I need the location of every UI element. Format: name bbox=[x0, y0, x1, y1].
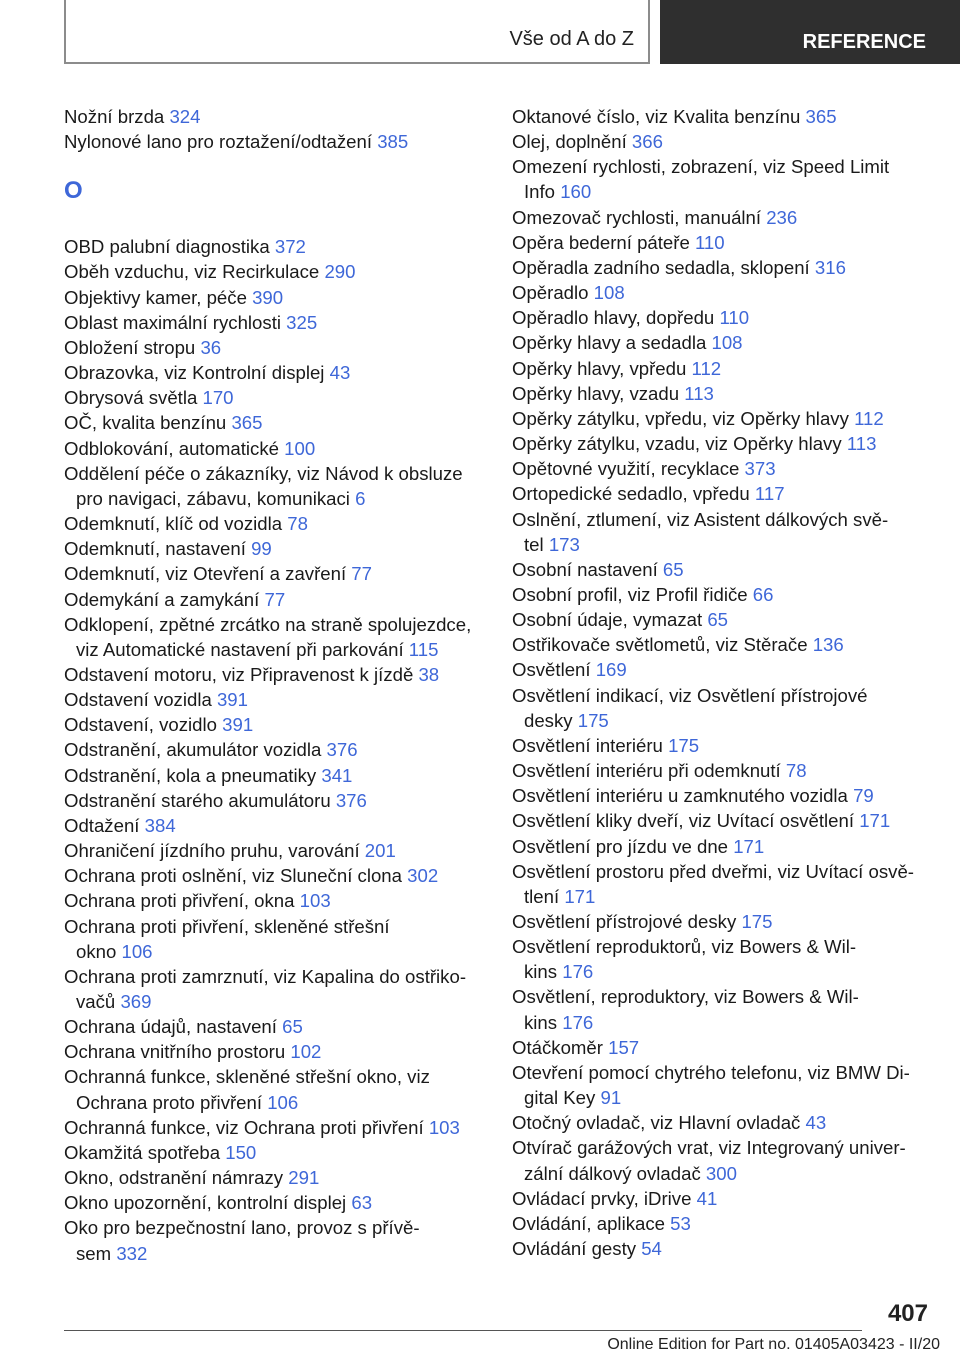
page-reference-link[interactable]: 290 bbox=[324, 261, 356, 283]
index-entry-text: Odstavení motoru, viz Připravenost k jízdě bbox=[64, 663, 414, 685]
header-bottom-rule bbox=[64, 62, 650, 64]
page-reference-link[interactable]: 302 bbox=[407, 865, 439, 887]
index-entry-text: Opěradlo bbox=[512, 282, 589, 304]
footer-rule bbox=[64, 1330, 862, 1331]
index-entry-continuation: pro navigaci, zábavu, komunikaci bbox=[76, 487, 350, 509]
index-entry-text: Oko pro bezpečnostní lano, provoz s přívě‐ bbox=[64, 1217, 420, 1239]
page-reference-link[interactable]: 77 bbox=[351, 563, 372, 585]
index-entry-text: Osobní profil, viz Profil řidiče bbox=[512, 583, 748, 605]
index-entry bbox=[64, 687, 484, 712]
index-entry-text: Okno upozornění, kontrolní displej bbox=[64, 1192, 347, 1214]
index-entry bbox=[64, 104, 484, 129]
index-entry-text: Otvírač garážových vrat, viz Integrovaný univer‐ bbox=[512, 1137, 906, 1159]
index-entry bbox=[512, 305, 932, 330]
page-reference-link[interactable]: 113 bbox=[684, 382, 714, 404]
index-entry-text: Osvětlení indikací, viz Osvětlení přístrojové bbox=[512, 684, 868, 706]
index-entry bbox=[64, 1115, 484, 1140]
page-reference-link[interactable]: 65 bbox=[282, 1016, 303, 1038]
index-entry-text: Opěrky hlavy, vpředu bbox=[512, 357, 687, 379]
page-reference-link[interactable]: 384 bbox=[144, 814, 176, 836]
edition-note: Online Edition for Part no. 01405A03423 - II/20 bbox=[607, 1336, 940, 1353]
index-entry-text: Odemknutí, nastavení bbox=[64, 538, 246, 560]
index-entry bbox=[512, 1035, 932, 1060]
page-reference-link[interactable]: 300 bbox=[705, 1162, 737, 1184]
page-reference-link[interactable]: 341 bbox=[321, 764, 353, 786]
page-reference-link[interactable]: 385 bbox=[377, 131, 409, 153]
page-reference-link[interactable]: 108 bbox=[593, 282, 625, 304]
index-entry bbox=[64, 436, 484, 461]
page-reference-link[interactable]: 391 bbox=[216, 689, 248, 711]
page-reference-link[interactable]: 160 bbox=[560, 181, 592, 203]
page-reference-link[interactable]: 103 bbox=[299, 890, 331, 912]
index-entry-text: Oktanové číslo, viz Kvalita benzínu bbox=[512, 106, 801, 127]
index-entry bbox=[512, 205, 932, 230]
page-reference-link[interactable]: 106 bbox=[121, 940, 153, 962]
index-entry bbox=[512, 255, 932, 280]
index-entry-text: Ochrana proti přivření, skleněné střešní bbox=[64, 915, 390, 937]
index-entry-text: Obrysová světla bbox=[64, 387, 198, 409]
index-entry bbox=[512, 507, 932, 557]
index-entry-continuation: Info bbox=[524, 181, 556, 203]
index-entry-text: Oslnění, ztlumení, viz Asistent dálkových svě‐ bbox=[512, 508, 889, 530]
index-entry-continuation: vačů bbox=[76, 991, 116, 1012]
index-entry-continuation: Ochrana proto přivření bbox=[76, 1091, 263, 1113]
index-entry-continuation: sem bbox=[76, 1242, 112, 1264]
page-reference-link[interactable]: 376 bbox=[335, 789, 367, 811]
page-reference-link[interactable]: 376 bbox=[326, 739, 358, 761]
page-reference-link[interactable]: 176 bbox=[562, 961, 594, 983]
index-entry bbox=[64, 285, 484, 310]
index-entry-text: Ochrana vnitřního prostoru bbox=[64, 1041, 286, 1063]
index-entry bbox=[64, 234, 484, 259]
index-entry-continuation: desky bbox=[524, 709, 573, 731]
index-entry bbox=[512, 431, 932, 456]
index-entry bbox=[512, 1211, 932, 1236]
index-entry-text: Ochranná funkce, skleněné střešní okno, viz bbox=[64, 1066, 430, 1088]
index-entry bbox=[512, 230, 932, 255]
page-reference-link[interactable]: 316 bbox=[814, 256, 846, 278]
index-entry bbox=[512, 582, 932, 607]
index-entry bbox=[64, 838, 484, 863]
page-reference-link[interactable]: 366 bbox=[631, 131, 663, 153]
index-entry-text: Ochrana údajů, nastavení bbox=[64, 1016, 277, 1038]
index-entry bbox=[512, 456, 932, 481]
index-entry-text: Otočný ovladač, viz Hlavní ovladač bbox=[512, 1112, 801, 1134]
index-entry bbox=[512, 104, 932, 129]
index-entry bbox=[512, 1186, 932, 1211]
index-entry bbox=[64, 1014, 484, 1039]
page-reference-link[interactable]: 390 bbox=[252, 286, 284, 308]
index-entry bbox=[64, 737, 484, 762]
page-reference-link[interactable]: 65 bbox=[707, 609, 729, 631]
index-entry-text: Osvětlení pro jízdu ve dne bbox=[512, 835, 729, 857]
index-entry bbox=[512, 632, 932, 657]
page-reference-link[interactable]: 54 bbox=[641, 1238, 662, 1260]
page-reference-link[interactable]: 43 bbox=[329, 362, 351, 384]
index-entry-text: Ochrana proti přivření, okna bbox=[64, 890, 295, 912]
page-reference-link[interactable]: 77 bbox=[264, 588, 286, 610]
index-entry-text: Osvětlení bbox=[512, 659, 591, 681]
index-entry bbox=[64, 1064, 484, 1114]
page-reference-link[interactable]: 324 bbox=[169, 106, 201, 127]
index-entry-continuation: gital Key bbox=[524, 1087, 596, 1109]
page-reference-link[interactable]: 332 bbox=[116, 1242, 148, 1264]
index-entry-text: Ochrana proti oslnění, viz Sluneční clona bbox=[64, 865, 402, 887]
index-entry bbox=[512, 481, 932, 506]
page-reference-link[interactable]: 91 bbox=[600, 1087, 622, 1109]
index-entry bbox=[64, 1165, 484, 1190]
index-entry bbox=[512, 909, 932, 934]
index-entry-text: Ochranná funkce, viz Ochrana proti přivření bbox=[64, 1116, 424, 1138]
page-reference-link[interactable]: 112 bbox=[854, 407, 884, 429]
index-entry-text: Osvětlení kliky dveří, viz Uvítací osvětlení bbox=[512, 810, 855, 832]
index-entry bbox=[64, 385, 484, 410]
index-entry-text: Ovládání, aplikace bbox=[512, 1212, 665, 1234]
page-reference-link[interactable]: 169 bbox=[595, 659, 627, 681]
index-entry bbox=[64, 863, 484, 888]
page-reference-link[interactable]: 36 bbox=[200, 336, 222, 358]
index-entry-text: Opěrky zátylku, vpředu, viz Opěrky hlavy bbox=[512, 407, 849, 429]
index-entry-text: Ovládací prvky, iDrive bbox=[512, 1187, 692, 1209]
index-entry bbox=[512, 557, 932, 582]
page-reference-link[interactable]: 157 bbox=[608, 1036, 640, 1058]
index-entry bbox=[64, 888, 484, 913]
header-left-rule bbox=[64, 0, 66, 64]
index-entry-text: Opěrky hlavy, vzadu bbox=[512, 382, 680, 404]
index-entry-text: Odstranění, kola a pneumatiky bbox=[64, 764, 317, 786]
index-entry-text: Obložení stropu bbox=[64, 336, 196, 358]
index-entry-text: Odstranění starého akumulátoru bbox=[64, 789, 331, 811]
index-entry-text: Oblast maximální rychlosti bbox=[64, 311, 281, 333]
index-entry bbox=[512, 934, 932, 984]
index-entry-text: Odemknutí, klíč od vozidla bbox=[64, 513, 283, 535]
index-column-right bbox=[512, 104, 932, 1261]
page-reference-link[interactable]: 43 bbox=[805, 1112, 827, 1134]
index-entry-continuation: zální dálkový ovladač bbox=[524, 1162, 701, 1184]
page-reference-link[interactable]: 78 bbox=[287, 513, 308, 535]
index-entry bbox=[64, 914, 484, 964]
index-entry bbox=[64, 536, 484, 561]
page-reference-link[interactable]: 99 bbox=[251, 538, 272, 560]
index-entry-text: Osobní nastavení bbox=[512, 558, 658, 580]
index-entry-text: OČ, kvalita benzínu bbox=[64, 412, 227, 434]
index-entry-text: Okno, odstranění námrazy bbox=[64, 1167, 284, 1189]
index-entry-text: Osvětlení prostoru před dveřmi, viz Uvítací osvě‐ bbox=[512, 860, 914, 882]
index-entry bbox=[64, 410, 484, 435]
index-entry bbox=[64, 612, 484, 662]
index-entry bbox=[64, 360, 484, 385]
page-reference-link[interactable]: 171 bbox=[733, 835, 765, 857]
chapter-title: REFERENCE bbox=[802, 30, 926, 53]
page-reference-link[interactable]: 175 bbox=[741, 911, 773, 932]
page-reference-link[interactable]: 365 bbox=[805, 106, 837, 127]
header-divider bbox=[648, 0, 650, 64]
page-reference-link[interactable]: 112 bbox=[691, 357, 722, 379]
index-entry bbox=[64, 1215, 484, 1265]
index-entry-text: Odblokování, automatické bbox=[64, 437, 279, 459]
index-entry bbox=[512, 834, 932, 859]
page-reference-link[interactable]: 65 bbox=[662, 558, 684, 580]
page-reference-link[interactable]: 171 bbox=[859, 810, 891, 832]
index-entry-continuation: viz Automatické nastavení při parkování bbox=[76, 638, 404, 660]
index-entry bbox=[512, 859, 932, 909]
index-entry bbox=[64, 335, 484, 360]
index-entry-text: Oddělení péče o zákazníky, viz Návod k obsluze bbox=[64, 462, 463, 484]
index-entry-continuation: kins bbox=[524, 961, 558, 983]
index-entry-text: Obrazovka, viz Kontrolní displej bbox=[64, 362, 325, 384]
page-reference-link[interactable]: 110 bbox=[719, 307, 750, 329]
index-entry bbox=[64, 964, 484, 1014]
section-title: Vše od A do Z bbox=[509, 28, 634, 50]
chapter-tab bbox=[660, 0, 960, 64]
index-entry bbox=[512, 330, 932, 355]
index-entry-text: Osvětlení přístrojové desky bbox=[512, 911, 737, 932]
index-entry bbox=[64, 1140, 484, 1165]
index-entry bbox=[512, 1110, 932, 1135]
index-entry bbox=[64, 129, 484, 154]
page-reference-link[interactable]: 325 bbox=[286, 311, 318, 333]
index-entry bbox=[64, 587, 484, 612]
page-reference-link[interactable]: 373 bbox=[744, 458, 776, 480]
index-entry bbox=[512, 1060, 932, 1110]
index-entry-text: Opěra bederní páteře bbox=[512, 231, 690, 253]
page-reference-link[interactable]: 106 bbox=[267, 1091, 299, 1113]
page-reference-link[interactable]: 6 bbox=[355, 487, 366, 509]
index-column-left bbox=[64, 104, 484, 1266]
index-entry-text: Osvětlení interiéru bbox=[512, 734, 663, 756]
page-reference-link[interactable]: 38 bbox=[418, 663, 440, 685]
index-entry bbox=[512, 1236, 932, 1261]
index-entry bbox=[64, 662, 484, 687]
index-entry bbox=[512, 381, 932, 406]
index-entry-text: Odklopení, zpětné zrcátko na straně spolujezdce, bbox=[64, 613, 472, 635]
index-entry bbox=[512, 657, 932, 682]
index-entry-continuation: kins bbox=[524, 1011, 558, 1033]
index-entry bbox=[64, 511, 484, 536]
page-reference-link[interactable]: 150 bbox=[225, 1141, 257, 1163]
page-reference-link[interactable]: 201 bbox=[364, 840, 396, 862]
index-entry bbox=[512, 406, 932, 431]
index-entry bbox=[64, 788, 484, 813]
index-entry bbox=[64, 1039, 484, 1064]
index-entry-text: Osvětlení interiéru u zamknutého vozidla bbox=[512, 785, 848, 807]
index-entry-text: Otáčkoměr bbox=[512, 1036, 603, 1058]
index-entry bbox=[512, 783, 932, 808]
page-reference-link[interactable]: 236 bbox=[766, 206, 798, 228]
index-entry-text: Omezení rychlosti, zobrazení, viz Speed Limit bbox=[512, 156, 890, 178]
page-reference-link[interactable]: 170 bbox=[202, 387, 234, 409]
page-reference-link[interactable]: 173 bbox=[548, 533, 580, 555]
page-reference-link[interactable]: 171 bbox=[564, 885, 596, 907]
index-entry-text: Oběh vzduchu, viz Recirkulace bbox=[64, 261, 320, 283]
index-entry-continuation: okno bbox=[76, 940, 117, 962]
index-entry bbox=[512, 808, 932, 833]
page-reference-link[interactable]: 103 bbox=[428, 1116, 460, 1138]
page-reference-link[interactable]: 136 bbox=[812, 634, 844, 656]
index-entry bbox=[64, 763, 484, 788]
index-entry-text: Ochrana proti zamrznutí, viz Kapalina do ostřiko‐ bbox=[64, 965, 467, 987]
index-entry bbox=[512, 607, 932, 632]
index-entry-text: Odstavení vozidla bbox=[64, 689, 212, 711]
index-entry bbox=[64, 712, 484, 737]
index-entry bbox=[512, 733, 932, 758]
page-reference-link[interactable]: 365 bbox=[231, 412, 263, 434]
page-number: 407 bbox=[887, 1300, 928, 1327]
page-reference-link[interactable]: 63 bbox=[351, 1192, 373, 1214]
page-reference-link[interactable]: 79 bbox=[853, 785, 874, 807]
index-entry-text: Objektivy kamer, péče bbox=[64, 286, 247, 308]
index-entry bbox=[512, 984, 932, 1034]
page-reference-link[interactable]: 175 bbox=[577, 709, 609, 731]
index-entry-text: Osvětlení reproduktorů, viz Bowers & Wil‐ bbox=[512, 936, 857, 958]
index-entry-text: Opěrky zátylku, vzadu, viz Opěrky hlavy bbox=[512, 433, 842, 455]
index-entry-text: Osvětlení interiéru při odemknutí bbox=[512, 760, 781, 782]
index-entry bbox=[64, 310, 484, 335]
index-entry bbox=[64, 461, 484, 511]
page-reference-link[interactable]: 110 bbox=[694, 231, 725, 253]
index-entry-text: Nožní brzda bbox=[64, 106, 165, 127]
page-reference-link[interactable]: 115 bbox=[408, 638, 439, 660]
index-entry-text: Omezovač rychlosti, manuální bbox=[512, 206, 762, 228]
index-entry-text: Otevření pomocí chytrého telefonu, viz BMW Di‐ bbox=[512, 1061, 910, 1083]
page-reference-link[interactable]: 291 bbox=[288, 1167, 320, 1189]
index-entry-text: OBD palubní diagnostika bbox=[64, 236, 270, 258]
index-entry bbox=[512, 683, 932, 733]
index-entry-continuation: tlení bbox=[524, 885, 560, 907]
page-reference-link[interactable]: 372 bbox=[274, 236, 306, 258]
page-reference-link[interactable]: 78 bbox=[785, 760, 807, 782]
index-entry bbox=[512, 154, 932, 204]
page-reference-link[interactable]: 108 bbox=[711, 332, 743, 354]
page-reference-link[interactable]: 117 bbox=[754, 483, 785, 505]
index-entry-text: Odstranění, akumulátor vozidla bbox=[64, 739, 322, 761]
index-entry-continuation: tel bbox=[524, 533, 544, 555]
index-letter-heading: O bbox=[64, 177, 83, 205]
page-reference-link[interactable]: 100 bbox=[284, 437, 316, 459]
index-entry-text: Opěradla zadního sedadla, sklopení bbox=[512, 256, 810, 278]
page-reference-link[interactable]: 53 bbox=[670, 1212, 691, 1234]
index-entry bbox=[64, 259, 484, 284]
page-reference-link[interactable]: 113 bbox=[846, 433, 877, 455]
index-entry bbox=[512, 280, 932, 305]
index-entry-text: Ovládání gesty bbox=[512, 1238, 637, 1260]
page-reference-link[interactable]: 41 bbox=[696, 1187, 718, 1209]
index-entry-text: Opěradlo hlavy, dopředu bbox=[512, 307, 715, 329]
index-entry-text: Opěrky hlavy a sedadla bbox=[512, 332, 707, 354]
index-entry bbox=[64, 561, 484, 586]
index-entry-text: Osobní údaje, vymazat bbox=[512, 609, 703, 631]
index-entry bbox=[64, 813, 484, 838]
index-entry-text: Ohraničení jízdního pruhu, varování bbox=[64, 840, 360, 862]
index-entry-text: Ortopedické sedadlo, vpředu bbox=[512, 483, 750, 505]
index-entry bbox=[64, 1190, 484, 1215]
page-reference-link[interactable]: 391 bbox=[222, 714, 254, 736]
page-reference-link[interactable]: 102 bbox=[290, 1041, 322, 1063]
index-entry-text: Olej, doplnění bbox=[512, 131, 627, 153]
index-entry-text: Odtažení bbox=[64, 814, 140, 836]
page-reference-link[interactable]: 66 bbox=[752, 583, 774, 605]
index-entry-text: Opětovné využití, recyklace bbox=[512, 458, 740, 480]
index-entry bbox=[512, 758, 932, 783]
index-entry-text: Nylonové lano pro roztažení/odtažení bbox=[64, 131, 373, 153]
index-entry-text: Odemykání a zamykání bbox=[64, 588, 260, 610]
page-reference-link[interactable]: 369 bbox=[120, 991, 152, 1012]
index-entry bbox=[512, 356, 932, 381]
index-entry bbox=[512, 129, 932, 154]
page-reference-link[interactable]: 175 bbox=[668, 734, 700, 756]
page-reference-link[interactable]: 176 bbox=[562, 1011, 594, 1033]
index-entry-text: Odstavení, vozidlo bbox=[64, 714, 217, 736]
index-entry bbox=[512, 1135, 932, 1185]
index-entry-text: Osvětlení, reproduktory, viz Bowers & Wil‐ bbox=[512, 986, 859, 1008]
index-entry-text: Okamžitá spotřeba bbox=[64, 1141, 221, 1163]
index-entry-text: Odemknutí, viz Otevření a zavření bbox=[64, 563, 347, 585]
index-entry-text: Ostřikovače světlometů, viz Stěrače bbox=[512, 634, 808, 656]
